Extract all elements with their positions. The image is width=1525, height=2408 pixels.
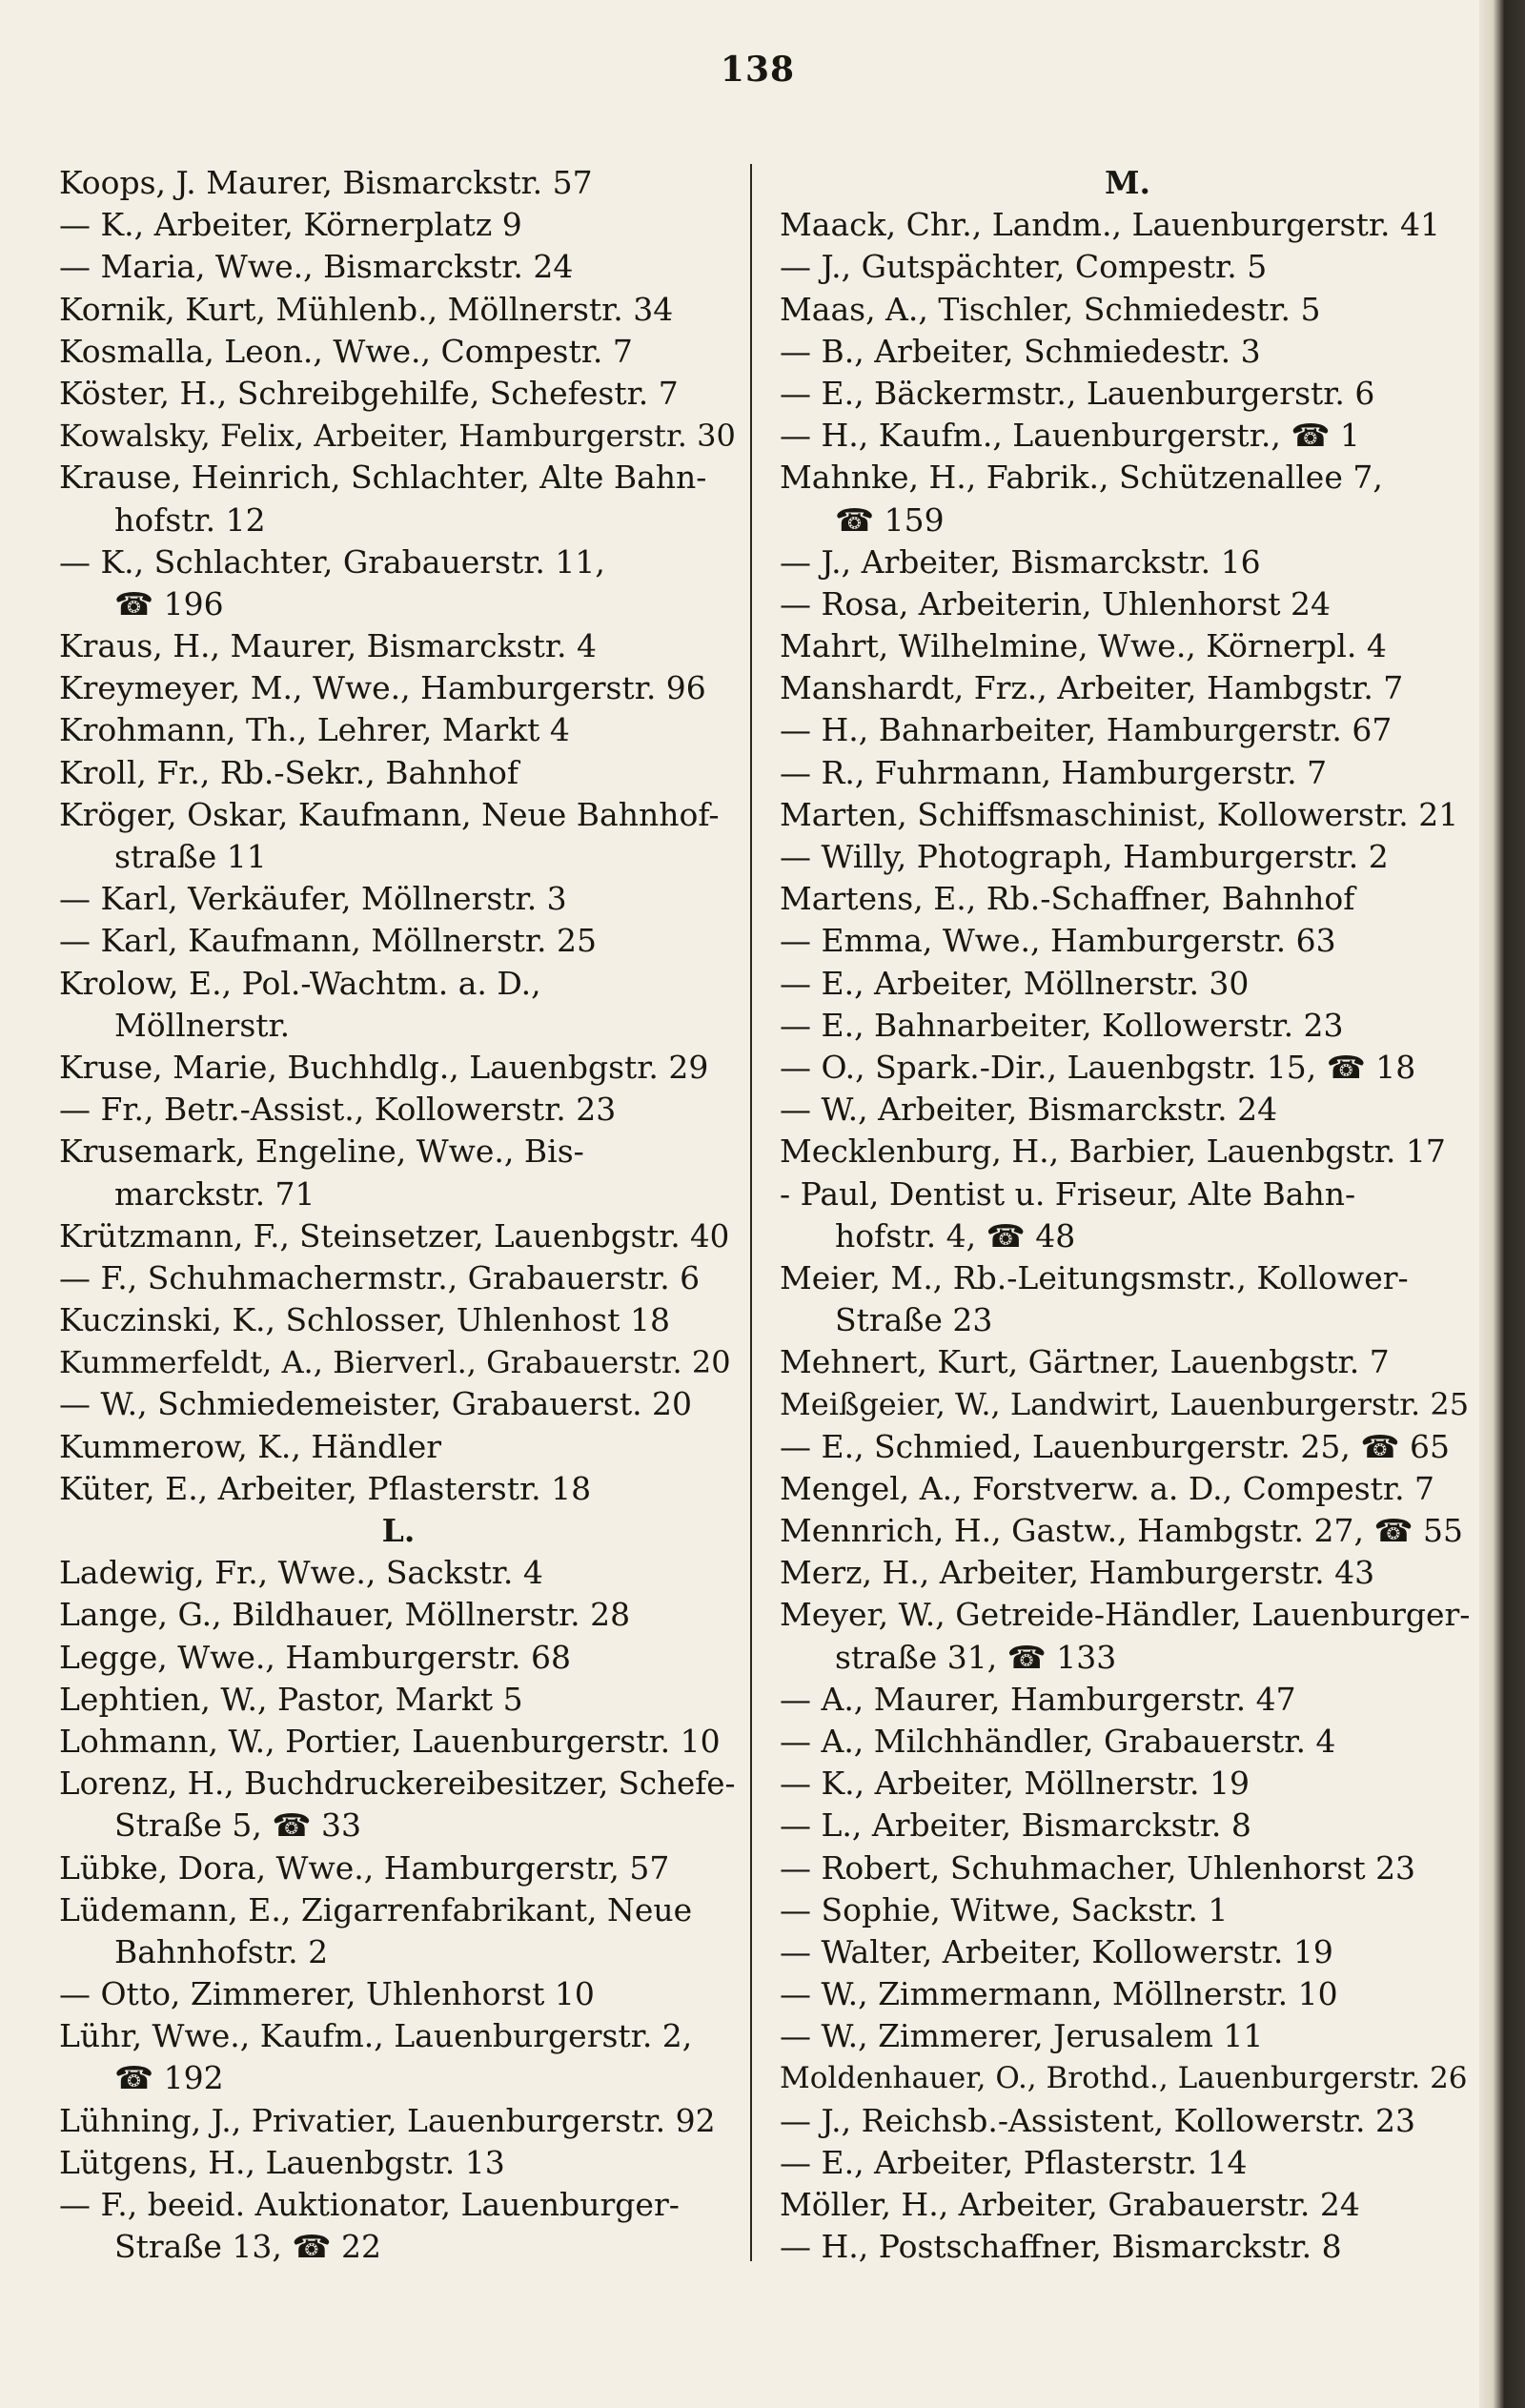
directory-entry: Kornik, Kurt, Mühlenb., Möllnerstr. 34: [59, 290, 674, 328]
page-edge-shadow: [1479, 0, 1525, 2408]
directory-entry: — Willy, Photograph, Hamburgerstr. 2: [780, 838, 1389, 875]
directory-entry: Kowalsky, Felix, Arbeiter, Hamburgerstr. 30: [59, 418, 736, 455]
directory-entry: Kummerow, K., Händler: [59, 1427, 442, 1465]
directory-entry: Lorenz, H., Buchdruckereibesitzer, Schefe-: [59, 1765, 736, 1803]
directory-entry: Lange, G., Bildhauer, Möllnerstr. 28: [59, 1596, 631, 1634]
directory-entry: Meißgeier, W., Landwirt, Lauenburgerstr. 25: [780, 1386, 1470, 1423]
directory-entry: — Karl, Kaufmann, Möllnerstr. 25: [59, 922, 598, 960]
entry-continuation: ☎ 192: [114, 2059, 224, 2097]
directory-entry: — A., Maurer, Hamburgerstr. 47: [780, 1680, 1296, 1718]
directory-entry: Marten, Schiffsmaschinist, Kollowerstr. 21: [780, 795, 1459, 833]
entry-continuation: Straße 23: [835, 1301, 993, 1339]
directory-entry: — E., Arbeiter, Pflasterstr. 14: [780, 2143, 1248, 2181]
directory-entry: — W., Arbeiter, Bismarckstr. 24: [780, 1091, 1278, 1129]
entry-continuation: hofstr. 4, ☎ 48: [835, 1216, 1076, 1255]
directory-entry: — F., Schuhmachermstr., Grabauerstr. 6: [59, 1258, 701, 1296]
directory-entry: Mecklenburg, H., Barbier, Lauenbgstr. 17: [780, 1133, 1446, 1171]
directory-entry: Lüdemann, E., Zigarrenfabrikant, Neue: [59, 1890, 693, 1928]
directory-entry: Mennrich, H., Gastw., Hambgstr. 27, ☎ 55: [780, 1512, 1464, 1549]
directory-entry: — Walter, Arbeiter, Kollowerstr. 19: [780, 1932, 1333, 1970]
directory-entry: Mahnke, H., Fabrik., Schützenallee 7,: [780, 459, 1383, 497]
page-number: 138: [720, 50, 796, 90]
directory-entry: Mehnert, Kurt, Gärtner, Lauenbgstr. 7: [780, 1343, 1390, 1381]
directory-entry: Meier, M., Rb.-Leitungsmstr., Kollower-: [780, 1258, 1409, 1296]
directory-entry: Lohmann, W., Portier, Lauenburgerstr. 10: [59, 1722, 721, 1760]
directory-entry: — H., Postschaffner, Bismarckstr. 8: [780, 2228, 1342, 2266]
directory-entry: — W., Zimmerer, Jerusalem 11: [780, 2017, 1264, 2055]
directory-entry: Kuczinski, K., Schlosser, Uhlenhost 18: [59, 1301, 670, 1339]
entry-continuation: ☎ 159: [835, 500, 945, 539]
directory-entry: Krause, Heinrich, Schlachter, Alte Bahn-: [59, 459, 707, 497]
directory-entry: — K., Arbeiter, Körnerplatz 9: [59, 206, 522, 244]
directory-entry: — J., Gutspächter, Compestr. 5: [780, 248, 1268, 286]
directory-entry: Kummerfeldt, A., Bierverl., Grabauerstr. 20: [59, 1344, 731, 1381]
directory-entry: — Rosa, Arbeiterin, Uhlenhorst 24: [780, 584, 1331, 622]
directory-entry: — Fr., Betr.-Assist., Kollowerstr. 23: [59, 1091, 617, 1129]
directory-entry: — H., Bahnarbeiter, Hamburgerstr. 67: [780, 711, 1393, 749]
directory-entry: Meyer, W., Getreide-Händler, Lauenburger-: [780, 1596, 1471, 1634]
directory-entry: Manshardt, Frz., Arbeiter, Hambgstr. 7: [780, 669, 1404, 707]
directory-entry: — Emma, Wwe., Hamburgerstr. 63: [780, 922, 1336, 960]
directory-entry: — O., Spark.-Dir., Lauenbgstr. 15, ☎ 18: [780, 1048, 1416, 1086]
directory-entry: Krohmann, Th., Lehrer, Markt 4: [59, 711, 570, 749]
directory-entry: Lütgens, H., Lauenbgstr. 13: [59, 2143, 505, 2181]
directory-entry: Lübke, Dora, Wwe., Hamburgerstr, 57: [59, 1848, 670, 1887]
directory-entry: Maack, Chr., Landm., Lauenburgerstr. 41: [780, 206, 1440, 244]
directory-entry: Kraus, H., Maurer, Bismarckstr. 4: [59, 627, 597, 665]
entry-continuation: Straße 5, ☎ 33: [114, 1806, 361, 1845]
directory-entry: Küter, E., Arbeiter, Pflasterstr. 18: [59, 1469, 592, 1507]
directory-entry: — E., Bäckermstr., Lauenburgerstr. 6: [780, 374, 1375, 412]
directory-entry: Kosmalla, Leon., Wwe., Compestr. 7: [59, 332, 633, 370]
directory-entry: — B., Arbeiter, Schmiedestr. 3: [780, 332, 1261, 370]
directory-entry: — K., Arbeiter, Möllnerstr. 19: [780, 1765, 1250, 1803]
entry-continuation: Bahnhofstr. 2: [114, 1932, 329, 1970]
directory-entry: Lephtien, W., Pastor, Markt 5: [59, 1680, 523, 1718]
directory-entry: — Karl, Verkäufer, Möllnerstr. 3: [59, 880, 567, 918]
directory-entry: Köster, H., Schreibgehilfe, Schefestr. 7: [59, 374, 679, 412]
directory-entry: — E., Bahnarbeiter, Kollowerstr. 23: [780, 1006, 1344, 1044]
directory-entry: — Sophie, Witwe, Sackstr. 1: [780, 1890, 1229, 1928]
entry-continuation: marckstr. 71: [114, 1174, 315, 1213]
directory-entry: — Robert, Schuhmacher, Uhlenhorst 23: [780, 1848, 1416, 1887]
directory-entry: — Otto, Zimmerer, Uhlenhorst 10: [59, 1975, 595, 2013]
directory-entry: — R., Fuhrmann, Hamburgerstr. 7: [780, 753, 1328, 791]
directory-entry: — J., Arbeiter, Bismarckstr. 16: [780, 542, 1261, 581]
directory-entry: Krützmann, F., Steinsetzer, Lauenbgstr. 40: [59, 1217, 730, 1255]
directory-entry: Krolow, E., Pol.-Wachtm. a. D.,: [59, 964, 541, 1002]
directory-entry: Koops, J. Maurer, Bismarckstr. 57: [59, 164, 593, 201]
entry-continuation: straße 31, ☎ 133: [835, 1638, 1117, 1676]
directory-entry: Kröger, Oskar, Kaufmann, Neue Bahnhof-: [59, 795, 720, 833]
entry-continuation: Möllnerstr.: [114, 1006, 291, 1044]
directory-entry: Legge, Wwe., Hamburgerstr. 68: [59, 1638, 572, 1676]
entry-continuation: ☎ 196: [114, 584, 224, 622]
directory-entry: Moldenhauer, O., Brothd., Lauenburgerstr. 26: [780, 2061, 1468, 2096]
directory-entry: Ladewig, Fr., Wwe., Sackstr. 4: [59, 1554, 543, 1592]
left-column: [59, 162, 738, 2268]
column-divider: [750, 164, 752, 2261]
directory-entry: — F., beeid. Auktionator, Lauenburger-: [59, 2186, 680, 2223]
directory-entry: Kreymeyer, M., Wwe., Hamburgerstr. 96: [59, 669, 706, 707]
entry-continuation: straße 11: [114, 838, 267, 875]
directory-entry: — J., Reichsb.-Assistent, Kollowerstr. 23: [780, 2101, 1415, 2139]
section-heading: M.: [1104, 164, 1151, 201]
directory-entry: Merz, H., Arbeiter, Hamburgerstr. 43: [780, 1554, 1375, 1592]
directory-entry: - Paul, Dentist u. Friseur, Alte Bahn-: [780, 1174, 1356, 1213]
entry-continuation: Straße 13, ☎ 22: [114, 2228, 381, 2266]
directory-entry: — K., Schlachter, Grabauerstr. 11,: [59, 542, 605, 581]
directory-entry: — E., Arbeiter, Möllnerstr. 30: [780, 964, 1250, 1002]
directory-entry: Mahrt, Wilhelmine, Wwe., Körnerpl. 4: [780, 627, 1387, 665]
directory-entry: — A., Milchhändler, Grabauerstr. 4: [780, 1722, 1336, 1760]
directory-entry: — Maria, Wwe., Bismarckstr. 24: [59, 248, 574, 286]
directory-entry: Möller, H., Arbeiter, Grabauerstr. 24: [780, 2186, 1360, 2223]
right-column: [780, 162, 1475, 2268]
directory-entry: Maas, A., Tischler, Schmiedestr. 5: [780, 290, 1321, 328]
directory-entry: Kruse, Marie, Buchhdlg., Lauenbgstr. 29: [59, 1048, 709, 1086]
directory-entry: — L., Arbeiter, Bismarckstr. 8: [780, 1806, 1251, 1845]
directory-entry: Krusemark, Engeline, Wwe., Bis-: [59, 1133, 584, 1171]
directory-entry: — H., Kaufm., Lauenburgerstr., ☎ 1: [780, 417, 1360, 455]
directory-entry: — E., Schmied, Lauenburgerstr. 25, ☎ 65: [780, 1427, 1450, 1465]
directory-entry: — W., Zimmermann, Möllnerstr. 10: [780, 1975, 1338, 2013]
section-heading: L.: [381, 1512, 416, 1549]
directory-entry: Martens, E., Rb.-Schaffner, Bahnhof: [780, 880, 1355, 918]
directory-entry: — W., Schmiedemeister, Grabauerst. 20: [59, 1385, 693, 1423]
entry-continuation: hofstr. 12: [114, 500, 266, 539]
directory-entry: Mengel, A., Forstverw. a. D., Compestr. 7: [780, 1469, 1435, 1507]
directory-entry: Kroll, Fr., Rb.-Sekr., Bahnhof: [59, 753, 519, 791]
directory-entry: Lühr, Wwe., Kaufm., Lauenburgerstr. 2,: [59, 2017, 693, 2055]
directory-entry: Lühning, J., Privatier, Lauenburgerstr. 92: [59, 2101, 716, 2139]
